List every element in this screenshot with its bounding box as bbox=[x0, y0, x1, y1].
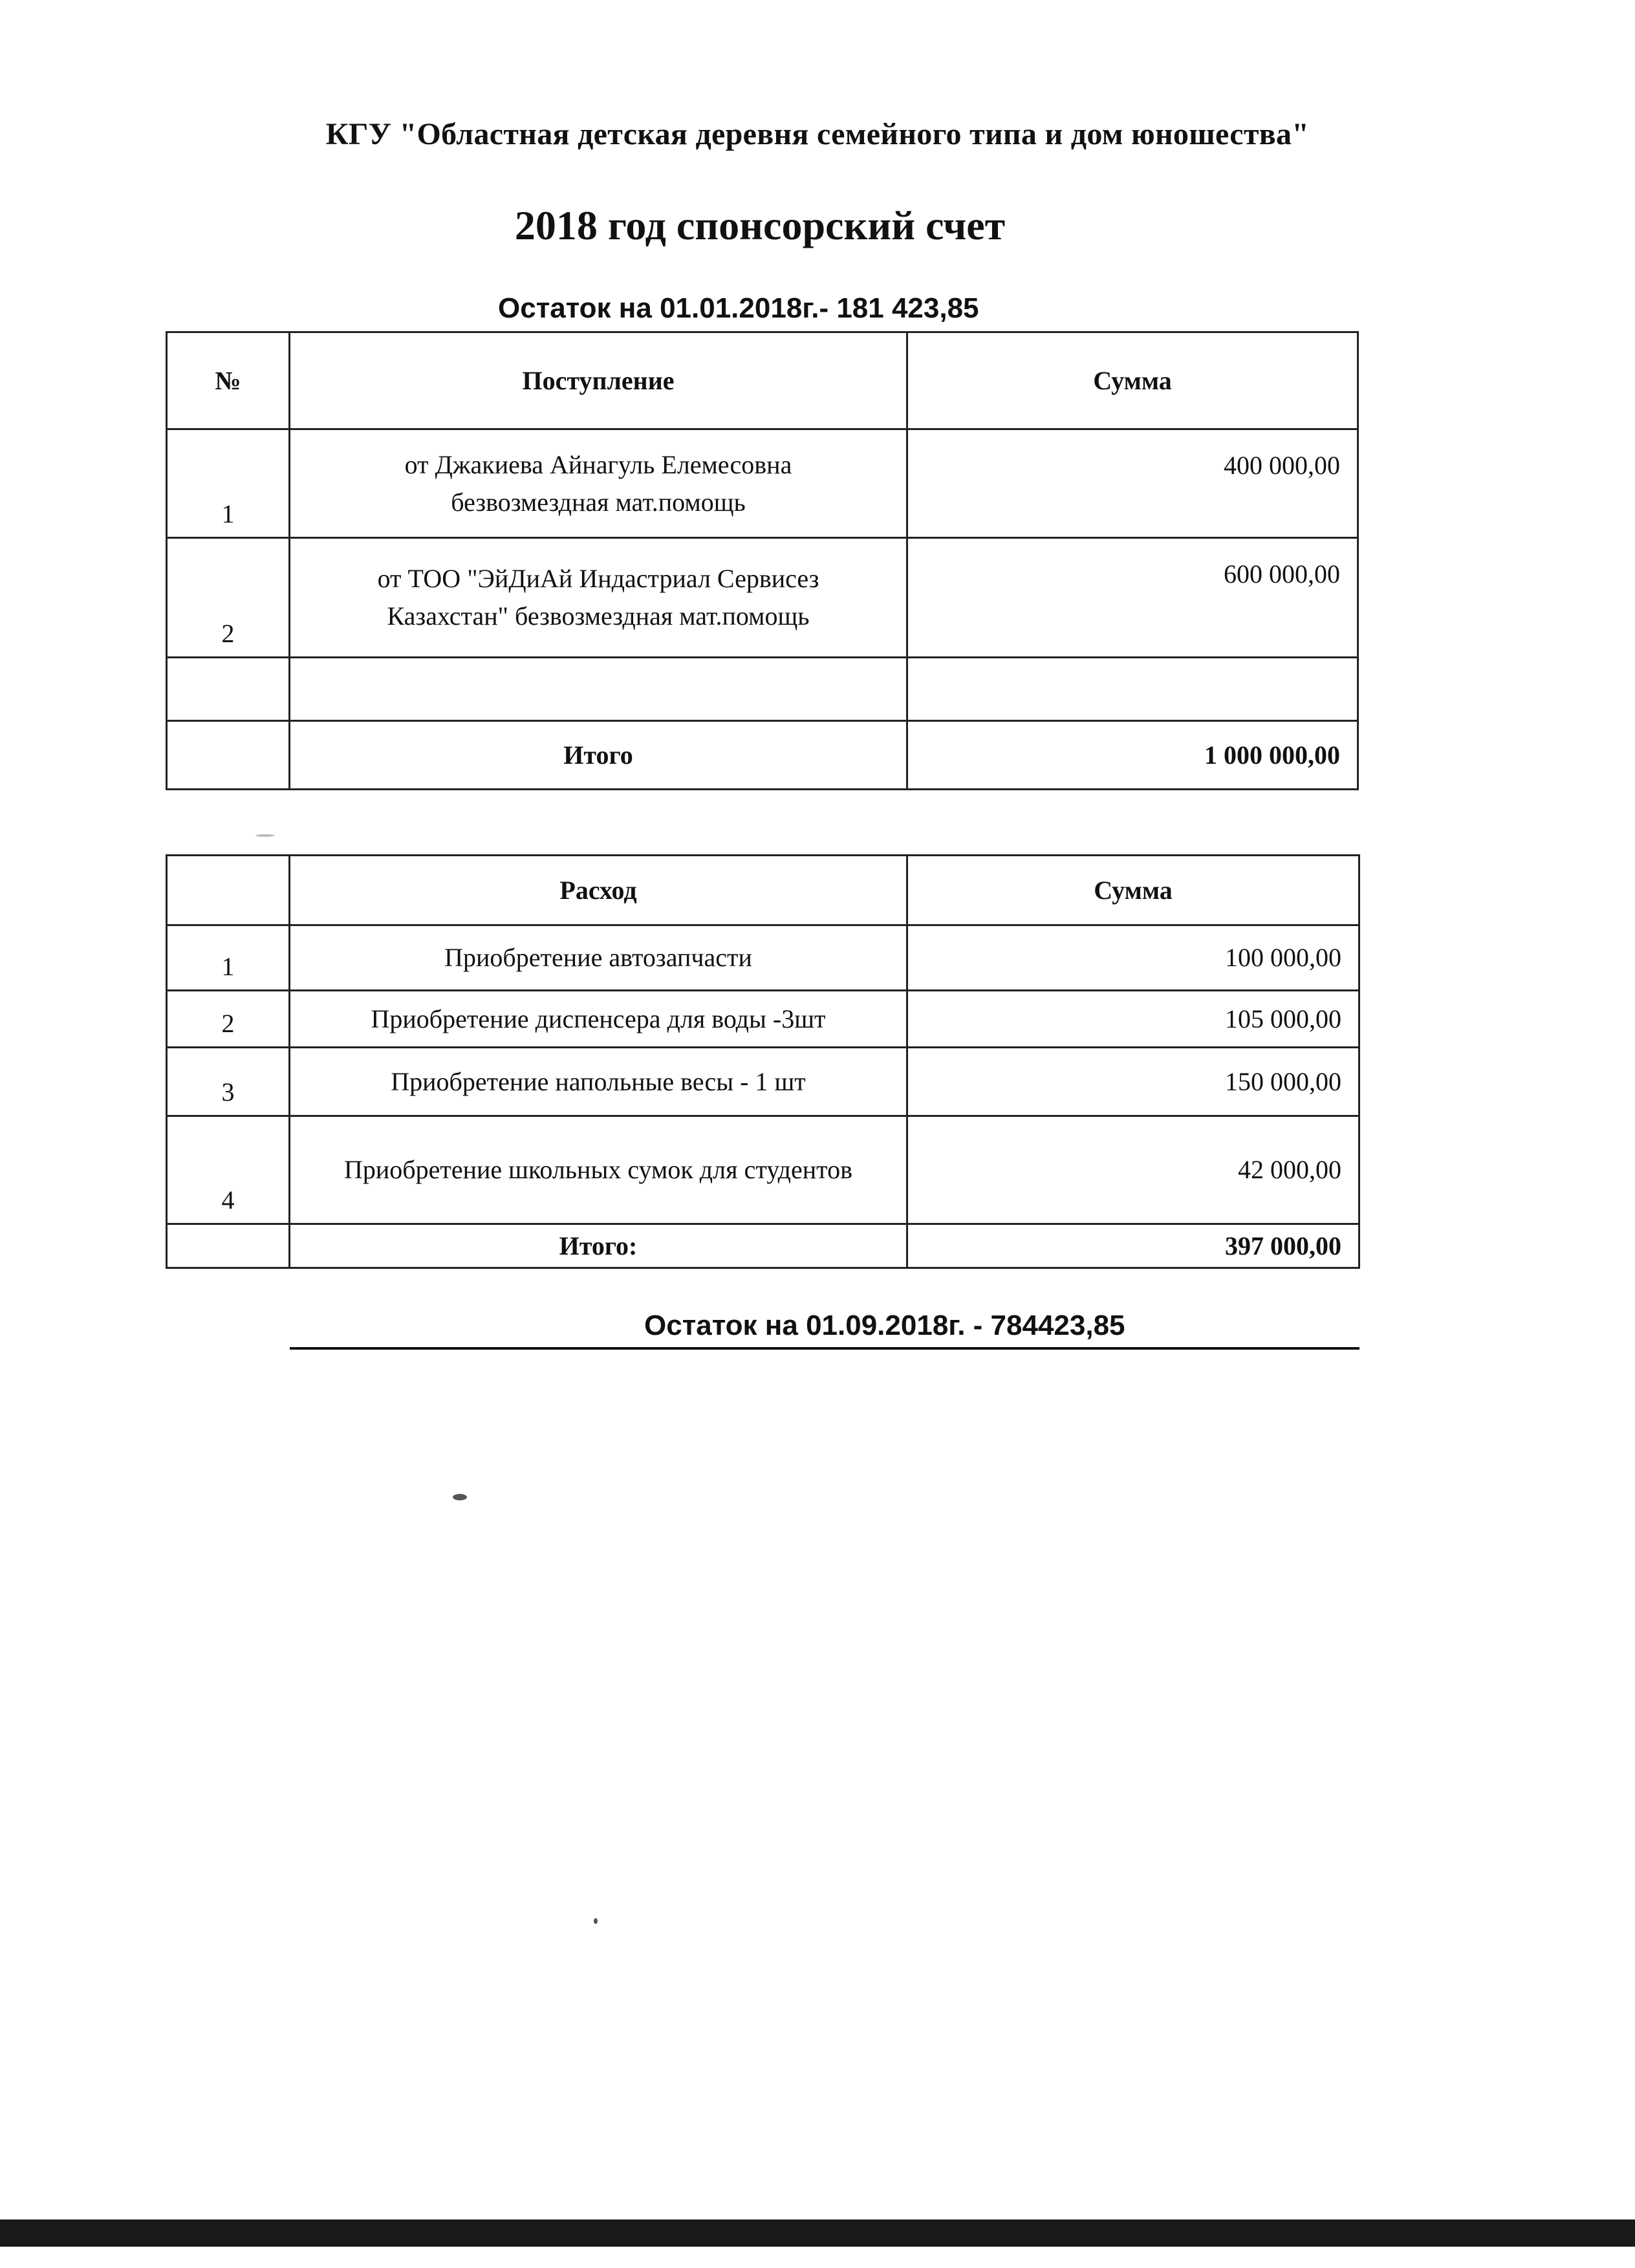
income-description bbox=[290, 429, 907, 538]
income-table bbox=[166, 331, 1359, 790]
income-description-line: безвозмездная мат.помощь bbox=[451, 487, 746, 517]
expense-total-row bbox=[167, 1224, 1359, 1268]
income-amount: 600 000,00 bbox=[907, 538, 1358, 658]
scan-speck bbox=[255, 834, 275, 837]
income-col-sum: Сумма bbox=[907, 332, 1358, 429]
expense-amount: 105 000,00 bbox=[907, 991, 1359, 1048]
expense-description: Приобретение школьных сумок для студентов bbox=[290, 1116, 907, 1224]
empty-cell bbox=[167, 1224, 290, 1268]
opening-balance: Остаток на 01.01.2018г.- 181 423,85 bbox=[498, 292, 979, 324]
income-header-row bbox=[167, 332, 1358, 429]
row-number: 4 bbox=[167, 1116, 290, 1224]
row-number: 1 bbox=[167, 429, 290, 538]
table-row bbox=[167, 925, 1359, 991]
row-number: 1 bbox=[167, 925, 290, 991]
income-amount: 400 000,00 bbox=[907, 429, 1358, 538]
expense-header-row bbox=[167, 856, 1359, 925]
empty-cell bbox=[167, 856, 290, 925]
income-col-number: № bbox=[167, 332, 290, 429]
scan-speck bbox=[594, 1918, 598, 1924]
expense-total-sum: 397 000,00 bbox=[907, 1224, 1359, 1268]
income-total-label: Итого bbox=[290, 721, 907, 790]
empty-cell bbox=[167, 658, 290, 721]
income-description-line: Казахстан" безвозмездная мат.помощь bbox=[387, 601, 810, 631]
closing-balance-rule bbox=[290, 1347, 1359, 1350]
row-number: 2 bbox=[167, 538, 290, 658]
expense-description: Приобретение напольные весы - 1 шт bbox=[290, 1048, 907, 1116]
empty-cell bbox=[167, 721, 290, 790]
table-row bbox=[167, 1116, 1359, 1224]
row-number: 2 bbox=[167, 991, 290, 1048]
expense-description: Приобретение диспенсера для воды -3шт bbox=[290, 991, 907, 1048]
empty-row bbox=[167, 658, 1358, 721]
expense-table bbox=[166, 854, 1360, 1269]
document-title: 2018 год спонсорский счет bbox=[514, 202, 1006, 248]
row-number: 3 bbox=[167, 1048, 290, 1116]
income-description-line: от ТОО "ЭйДиАй Индастриал Сервисез bbox=[377, 564, 819, 593]
expense-col-item: Расход bbox=[290, 856, 907, 925]
income-total-row bbox=[167, 721, 1358, 790]
income-col-item: Поступление bbox=[290, 332, 907, 429]
closing-balance: Остаток на 01.09.2018г. - 784423,85 bbox=[644, 1310, 1125, 1341]
expense-col-sum: Сумма bbox=[907, 856, 1359, 925]
empty-cell bbox=[290, 658, 907, 721]
table-row bbox=[167, 991, 1359, 1048]
expense-description: Приобретение автозапчасти bbox=[290, 925, 907, 991]
expense-amount: 100 000,00 bbox=[907, 925, 1359, 991]
scan-edge-bar bbox=[0, 2219, 1635, 2247]
income-description-line: от Джакиева Айнагуль Елемесовна bbox=[404, 449, 792, 479]
empty-cell bbox=[907, 658, 1358, 721]
income-total-sum: 1 000 000,00 bbox=[907, 721, 1358, 790]
table-row bbox=[167, 1048, 1359, 1116]
income-description bbox=[290, 538, 907, 658]
expense-total-label: Итого: bbox=[290, 1224, 907, 1268]
table-row bbox=[167, 429, 1358, 538]
table-row bbox=[167, 538, 1358, 658]
expense-amount: 42 000,00 bbox=[907, 1116, 1359, 1224]
scan-speck bbox=[453, 1494, 467, 1500]
organization-name: КГУ "Областная детская деревня семейного типа и дом юношества" bbox=[325, 117, 1310, 151]
expense-amount: 150 000,00 bbox=[907, 1048, 1359, 1116]
